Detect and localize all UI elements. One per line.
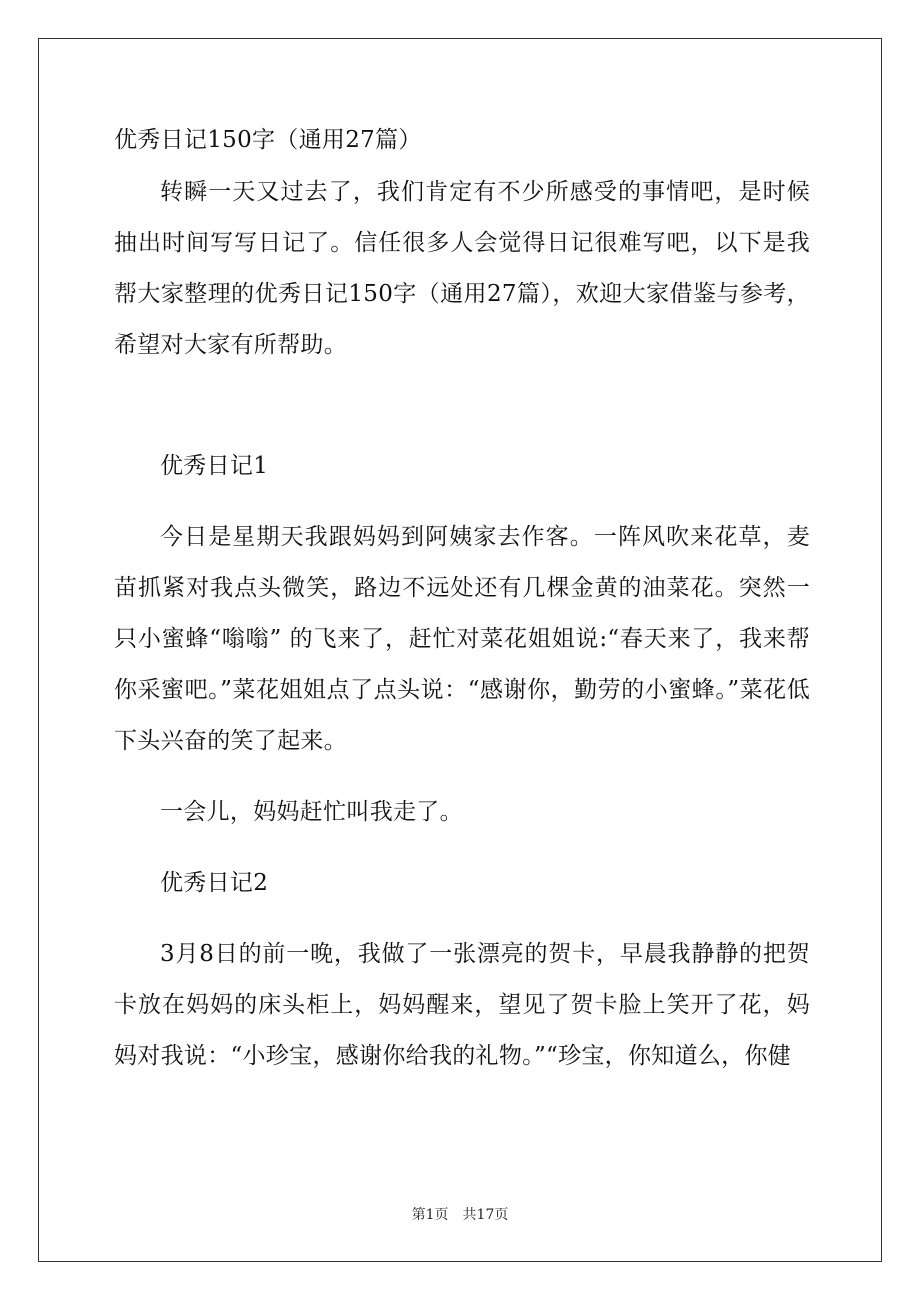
section-2-paragraph-1: 3月8日的前一晚，我做了一张漂亮的贺卡，早晨我静静的把贺卡放在妈妈的床头柜上，妈妈醒来，望见了贺卡脸上笑开了花，妈妈对我说：“小珍宝，感谢你给我的礼物。”“珍宝，你知道么，你健	[114, 941, 810, 1069]
section-1-paragraph-1: 今日是星期天我跟妈妈到阿姨家去作客。一阵风吹来花草，麦苗抓紧对我点头微笑，路边不远处还有几棵金黄的油菜花。突然一只小蜜蜂“嗡嗡” 的飞来了，赶忙对菜花姐姐说:“春天来了，我来帮你采蜜吧。”菜花姐姐点了点头说：“感谢你，勤劳的小蜜蜂。”菜花低下头兴奋的笑了起来。	[114, 524, 810, 754]
section-heading-2: 优秀日记2	[160, 870, 269, 896]
page-total: 共17页	[462, 1207, 509, 1223]
section-heading-1: 优秀日记1	[160, 453, 269, 479]
page-number: 第1页	[411, 1207, 449, 1223]
document-title: 优秀日记150字（通用27篇）	[114, 127, 422, 153]
document-body	[114, 118, 810, 1082]
intro-paragraph: 转瞬一天又过去了，我们肯定有不少所感受的事情吧，是时候抽出时间写写日记了。信任很多人会觉得日记很难写吧，以下是我帮大家整理的优秀日记150字（通用27篇），欢迎大家借鉴与参考，希望对大家有所帮助。	[114, 179, 810, 358]
section-1-paragraph-2: 一会儿，妈妈赶忙叫我走了。	[160, 799, 463, 825]
page-footer	[0, 1204, 920, 1224]
